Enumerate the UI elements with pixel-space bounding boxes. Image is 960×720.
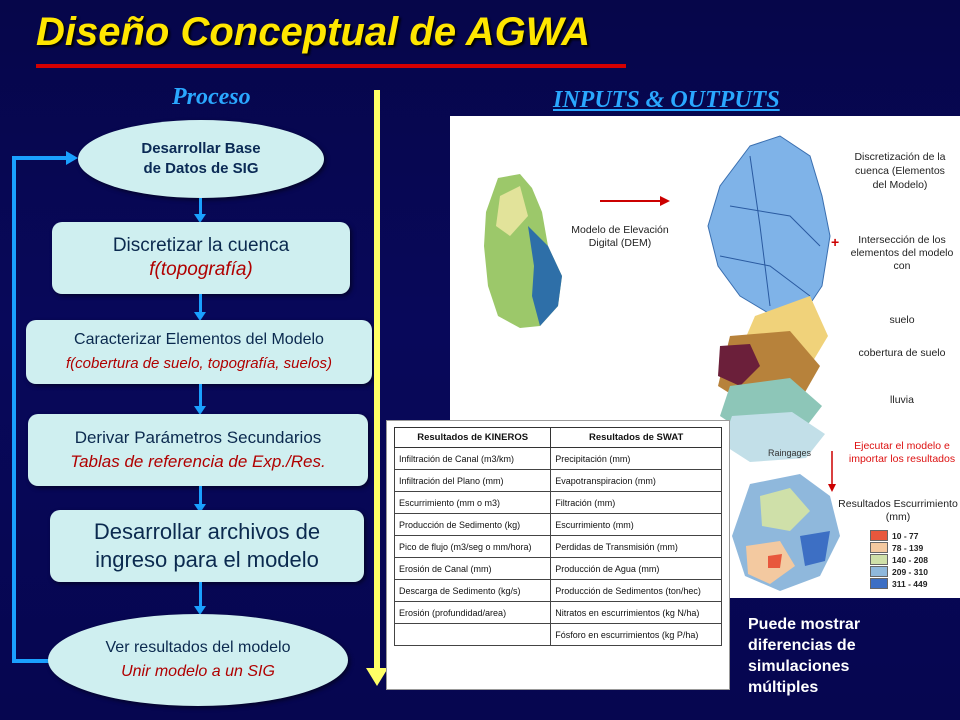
arrow-5 (199, 582, 202, 608)
yellow-arrow-head (366, 668, 388, 686)
loop-line-top (12, 156, 68, 160)
table-row (395, 448, 722, 470)
step-1-line1: Desarrollar Base (141, 140, 261, 157)
arrow-2 (199, 294, 202, 314)
legend-range: 209 - 310 (892, 566, 928, 577)
process-header: Proceso (172, 84, 251, 110)
kineros-header: Resultados de KINEROS (395, 428, 551, 448)
step-discretize (52, 222, 350, 294)
legend-range: 78 - 139 (892, 542, 924, 553)
note-line-3: simulaciones (748, 658, 850, 675)
step-2-line1: Discretizar la cuenca (112, 235, 290, 256)
legend-swatch (870, 530, 888, 541)
legend-swatch (870, 578, 888, 589)
kineros-cell: Infiltración del Plano (mm) (395, 470, 551, 492)
table-row (395, 624, 722, 646)
multi-sim-note (748, 614, 948, 698)
step-derive-params (28, 414, 368, 486)
note-line-2: diferencias de (748, 637, 856, 654)
kineros-cell (395, 624, 551, 646)
legend-item (870, 566, 950, 577)
landcover-label: cobertura de suelo (858, 347, 946, 359)
swat-cell: Perdidas de Transmisión (mm) (551, 536, 722, 558)
swat-header: Resultados de SWAT (551, 428, 722, 448)
table-row (395, 492, 722, 514)
legend-item (870, 554, 950, 565)
discretization-label: Discretización de la cuenca (Elementos del Modelo) (854, 151, 946, 191)
swat-cell: Filtración (mm) (551, 492, 722, 514)
table-row (395, 514, 722, 536)
rain-label: lluvia (890, 394, 914, 406)
raingages-label: Raingages (768, 448, 812, 458)
arrow-3 (199, 384, 202, 408)
legend-item (870, 542, 950, 553)
step-6-line2: Unir modelo a un SIG (121, 663, 275, 680)
step-3-line1: Caracterizar Elementos del Modelo (74, 331, 324, 348)
step-4-line2: Tablas de referencia de Exp./Res. (70, 452, 326, 471)
legend-swatch (870, 566, 888, 577)
plus-sign: + (831, 234, 840, 250)
legend-range: 10 - 77 (892, 530, 919, 541)
step-view-results (48, 614, 348, 706)
legend-swatch (870, 554, 888, 565)
step-3-line2: f(cobertura de suelo, topografía, suelos) (66, 355, 332, 372)
kineros-cell: Descarga de Sedimento (kg/s) (395, 580, 551, 602)
table-row (395, 470, 722, 492)
step-5-line2: ingreso para el modelo (95, 547, 319, 572)
io-header: INPUTS & OUTPUTS (553, 87, 780, 113)
dem-label: Modelo de Elevación Digital (DEM) (571, 224, 669, 249)
intersection-label: Intersección de los elementos del modelo con (850, 234, 954, 272)
loop-arrow-head (66, 151, 78, 165)
note-line-4: múltiples (748, 679, 819, 696)
kineros-cell: Escurrimiento (mm o m3) (395, 492, 551, 514)
kineros-cell: Erosión (profundidad/area) (395, 602, 551, 624)
legend-swatch (870, 542, 888, 553)
legend-range: 311 - 449 (892, 578, 928, 589)
loop-line-vertical (12, 156, 16, 662)
step-gis-database (78, 120, 324, 198)
title-underline (36, 64, 626, 68)
step-6-line1: Ver resultados del modelo (105, 639, 291, 656)
step-2-line2: f(topografía) (149, 259, 253, 280)
results-table (394, 427, 722, 646)
discretized-map (708, 136, 830, 316)
legend-item (870, 578, 950, 589)
table-row (395, 580, 722, 602)
page-title: Diseño Conceptual de AGWA (36, 10, 591, 54)
run-model-label: Ejecutar el modelo e importar los resultados (848, 440, 956, 465)
legend-item (870, 530, 950, 541)
results-table-panel (386, 420, 730, 690)
swat-cell: Producción de Sedimentos (ton/hec) (551, 580, 722, 602)
step-4-line1: Derivar Parámetros Secundarios (74, 428, 322, 447)
step-characterize (26, 320, 372, 384)
legend (870, 530, 950, 590)
kineros-cell: Producción de Sedimento (kg) (395, 514, 551, 536)
swat-cell: Escurrimiento (mm) (551, 514, 722, 536)
step-1-line2: de Datos de SIG (143, 160, 259, 177)
swat-cell: Evapotranspiracion (mm) (551, 470, 722, 492)
table-row (395, 536, 722, 558)
legend-range: 140 - 208 (892, 554, 928, 565)
results-label: Resultados Escurrimiento (mm) (838, 498, 958, 523)
kineros-cell: Pico de flujo (m3/seg o mm/hora) (395, 536, 551, 558)
arrow-4 (199, 486, 202, 506)
step-5-line1: Desarrollar archivos de (93, 519, 321, 544)
note-line-1: Puede mostrar (748, 616, 861, 633)
kineros-cell: Erosión de Canal (mm) (395, 558, 551, 580)
kineros-cell: Infiltración de Canal (m3/km) (395, 448, 551, 470)
swat-cell: Precipitación (mm) (551, 448, 722, 470)
step-input-files (50, 510, 364, 582)
soil-label: suelo (889, 314, 915, 326)
table-row (395, 558, 722, 580)
swat-cell: Producción de Agua (mm) (551, 558, 722, 580)
yellow-arrow-shaft (374, 90, 380, 672)
swat-cell: Fósforo en escurrimientos (kg P/ha) (551, 624, 722, 646)
swat-cell: Nitratos en escurrimientos (kg N/ha) (551, 602, 722, 624)
table-row (395, 602, 722, 624)
